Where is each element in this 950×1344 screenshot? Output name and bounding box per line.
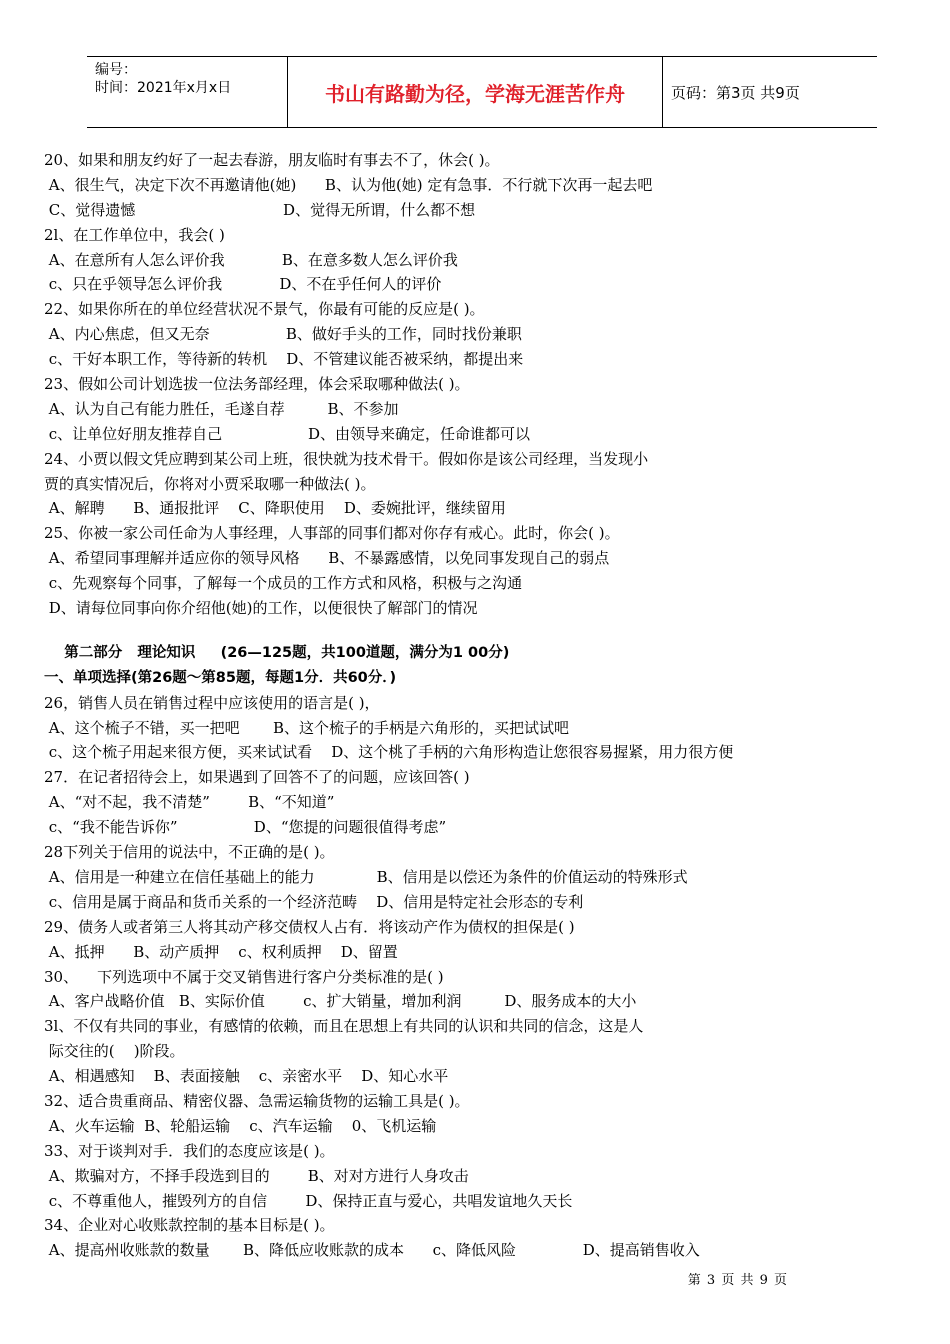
text-line: A、这个梳子不错，买一把吧 B、这个梳子的手柄是六角形的，买把试试吧 xyxy=(44,718,570,737)
text-line: A、在意所有人怎么评价我 B、在意多数人怎么评价我 xyxy=(44,250,458,269)
doc-number-label: 编号： xyxy=(95,62,137,78)
text-line: c、干好本职工作，等待新的转机 D、不管建议能否被采纳，都提出来 xyxy=(44,350,524,369)
text-line: c、先观察每个同事，了解每一个成员的工作方式和风格，积极与之沟通 xyxy=(44,574,523,593)
text-line: 22、如果你所在的单位经营状况不景气，你最有可能的反应是( )。 xyxy=(44,300,485,319)
text-line: A、欺骗对方，不择手段选到目的 B、对对方进行人身攻击 xyxy=(44,1166,469,1185)
header-motto: 书山有路勤为径，学海无涯苦作舟 xyxy=(287,57,663,127)
text-line: 3l、不仅有共同的事业，有感情的依赖，而且在思想上有共同的认识和共同的信念，这是人 xyxy=(44,1017,644,1036)
text-line: A、内心焦虑，但又无奈 B、做好手头的工作，同时找份兼职 xyxy=(44,325,522,344)
text-line: c、让单位好朋友推荐自己 D、由领导来确定，任命谁都可以 xyxy=(44,424,531,443)
text-line: 20、如果和朋友约好了一起去春游，朋友临时有事去不了，休会( )。 xyxy=(44,151,500,169)
text-line: 33、对于谈判对手．我们的态度应该是( )。 xyxy=(44,1141,335,1160)
text-line: 34、企业对心收账款控制的基本目标是( )。 xyxy=(44,1216,335,1235)
doc-time-label: 时间：2021年x月x日 xyxy=(95,80,232,96)
text-line: A、火车运输 B、轮船运输 c、汽车运输 0、飞机运输 xyxy=(44,1116,437,1135)
text-line: A、相遇感知 B、表面接触 c、亲密水平 D、知心水平 xyxy=(44,1067,449,1086)
text-line: A、信用是一种建立在信任基础上的能力 B、信用是以偿还为条件的价值运动的特殊形式 xyxy=(44,867,688,886)
section-title: 第二部分 理论知识 (26—125题，共100道题，满分为1 00分) xyxy=(44,644,510,661)
text-line: A、提高州收账款的数量 B、降低应收账款的成本 c、降低风险 D、提高销售收入 xyxy=(44,1241,700,1260)
text-line: 26，销售人员在销售过程中应该使用的语言是( )， xyxy=(44,693,380,712)
document-body xyxy=(44,148,914,1263)
text-line: D、请每位同事向你介绍他(她)的工作，以便很快了解部门的情况 xyxy=(44,599,478,618)
text-line: A、很生气，决定下次不再邀请他(她) B、认为他(她) 定有急事．不行就下次再一起去吧 xyxy=(44,175,653,194)
text-line: 32、适合贵重商品、精密仪器、急需运输货物的运输工具是( )。 xyxy=(44,1091,470,1110)
text-line: 际交往的( )阶段。 xyxy=(44,1042,185,1061)
text-line: A、希望同事理解并适应你的领导风格 B、不暴露感情，以免同事发现自己的弱点 xyxy=(44,549,610,568)
text-line: c、这个梳子用起来很方便，买来试试看 D、这个桃了手柄的六角形构造让您很容易握紧，用力很方便 xyxy=(44,743,734,762)
text-line: 贾的真实情况后，你将对小贾采取哪一种做法( )。 xyxy=(44,474,376,493)
header-page-label: 页码：第3页 共9页 xyxy=(671,83,800,102)
text-line: 29、债务人或者第三人将其动产移交债权人占有．将该动产作为债权的担保是( ) xyxy=(44,917,575,936)
text-line: 23、假如公司计划选拔一位法务部经理，体会采取哪种做法( )。 xyxy=(44,375,470,394)
page-header xyxy=(87,56,877,128)
text-line: C、觉得遗憾 D、觉得无所谓，什么都不想 xyxy=(44,200,476,219)
subsection-title: 一、单项选择(第26题～第85题，每题1分．共60分．) xyxy=(44,669,397,686)
text-line: 2l、在工作单位中，我会( ) xyxy=(44,225,225,244)
section-gap xyxy=(44,621,914,641)
text-line: 25、你被一家公司任命为人事经理，人事部的同事们都对你存有戒心。此时，你会( )。 xyxy=(44,524,620,543)
questions-part2 xyxy=(44,691,914,1263)
text-line: A、抵押 B、动产质押 c、权利质押 D、留置 xyxy=(44,942,398,961)
text-line: A、客户战略价值 B、实际价值 c、扩大销量，增加利润 D、服务成本的大小 xyxy=(44,992,637,1011)
questions-part1 xyxy=(44,148,914,621)
text-line: 30、 下列选项中不属于交叉销售进行客户分类标准的是( ) xyxy=(44,967,444,986)
text-line: A、认为自己有能力胜任，毛遂自荐 B、不参加 xyxy=(44,399,399,418)
text-line: A、解聘 B、通报批评 C、降职使用 D、委婉批评，继续留用 xyxy=(44,499,506,518)
text-line: 28下列关于信用的说法中，不正确的是( )。 xyxy=(44,843,335,862)
text-line: c、“我不能告诉你” D、“您提的问题很值得考虑” xyxy=(44,818,447,837)
text-line: c、不尊重他人，摧毁列方的自信 D、保持正直与爱心，共唱发谊地久天长 xyxy=(44,1191,573,1210)
text-line: 24、小贾以假文凭应聘到某公司上班，很快就为技术骨干。假如你是该公司经理，当发现小 xyxy=(44,449,649,468)
text-line: c、信用是属于商品和货币关系的一个经济范畴 D、信用是特定社会形态的专利 xyxy=(44,892,584,911)
header-meta xyxy=(87,57,287,127)
text-line: c、只在乎领导怎么评价我 D、不在乎任何人的评价 xyxy=(44,275,442,294)
text-line: A、“对不起，我不清楚” B、“不知道” xyxy=(44,793,335,812)
page-footer: 第 3 页 共 9 页 xyxy=(687,1273,788,1288)
text-line: 27．在记者招待会上，如果遇到了回答不了的问题，应该回答( ) xyxy=(44,768,470,787)
